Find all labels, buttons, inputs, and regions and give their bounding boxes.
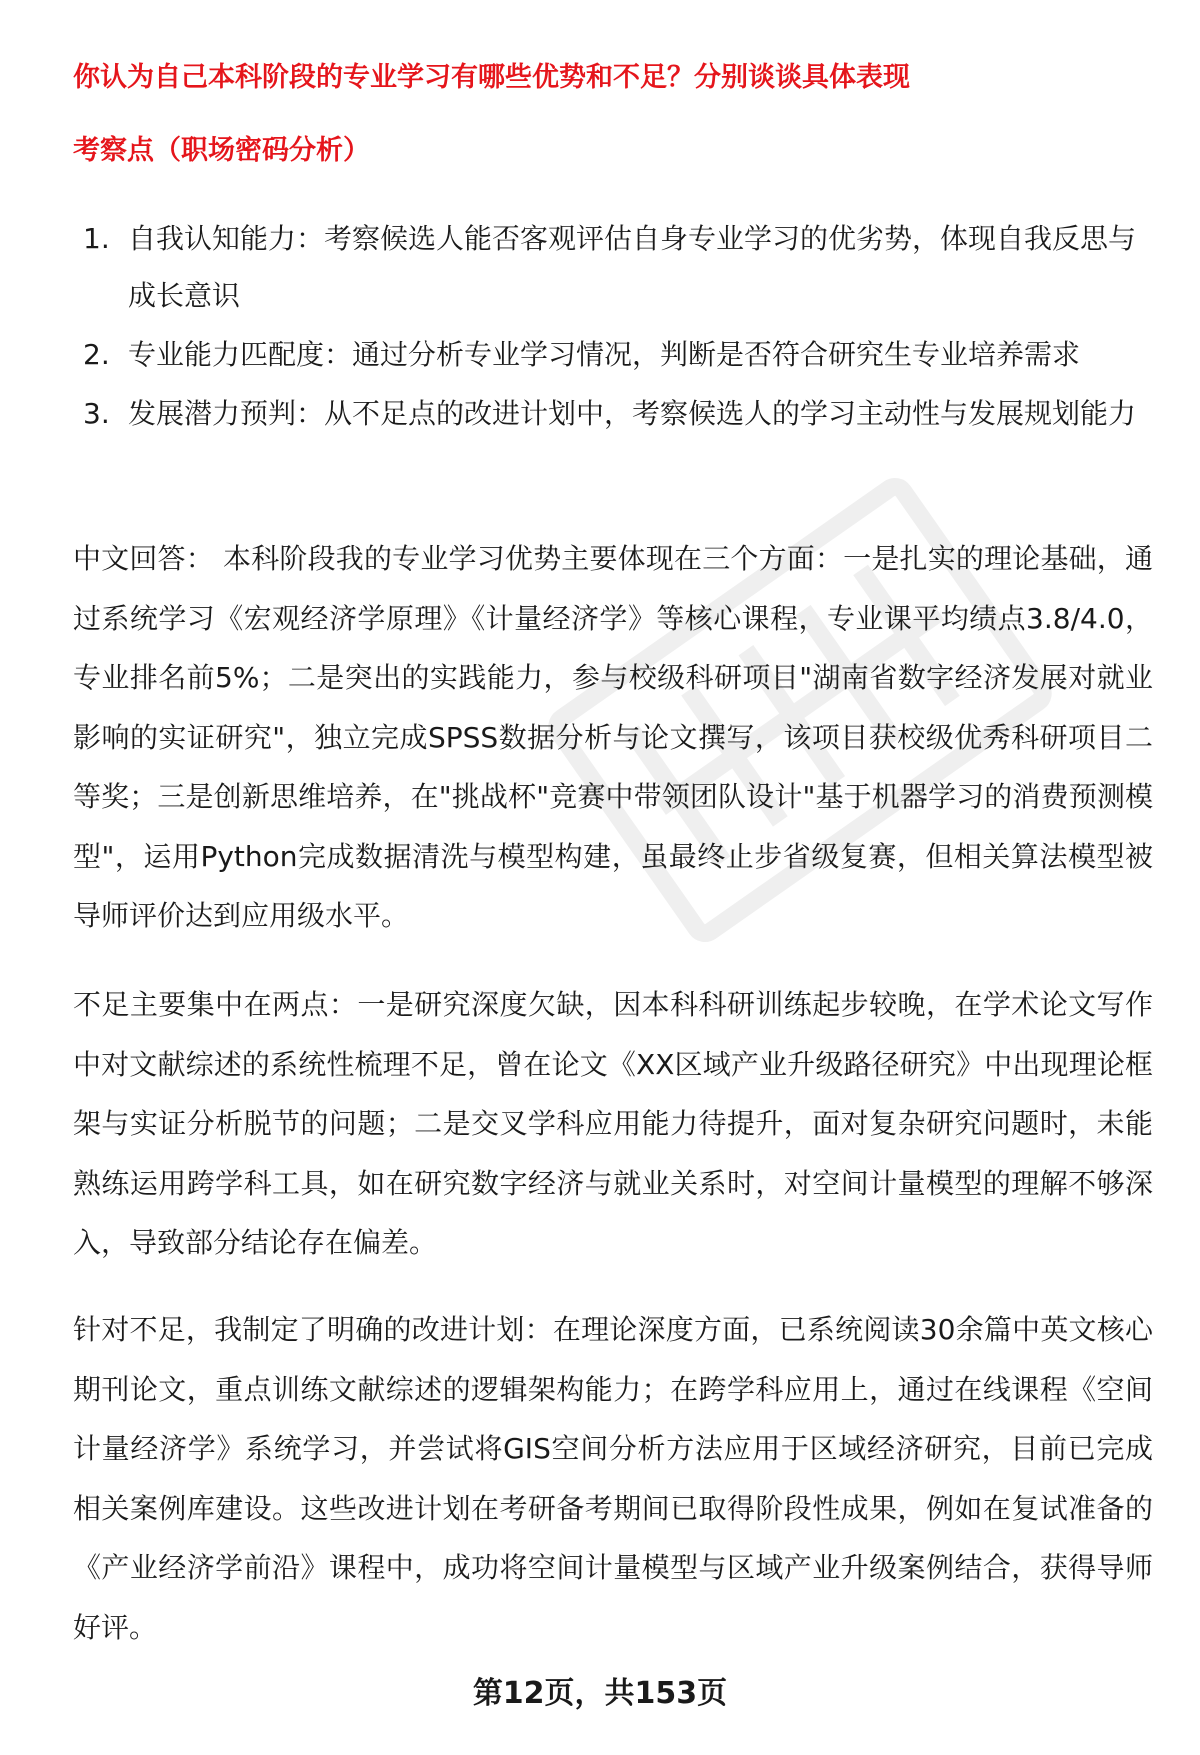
list-item (73, 385, 1153, 442)
list-item-number: 3. (83, 397, 110, 430)
section-title: 考察点（职场密码分析） (73, 135, 370, 166)
assessment-points-list (73, 210, 1153, 444)
answer-paragraph-weaknesses: 不足主要集中在两点：一是研究深度欠缺，因本科科研训练起步较晚，在学术论文写作中对文献综述的系统性梳理不足，曾在论文《XX区域产业升级路径研究》中出现理论框架与实证分析脱节的问题；二是交叉学科应用能力待提升，面对复杂研究问题时，未能熟练运用跨学科工具，如在研究数字经济与就业关系时，对空间计量模型的理解不够深入，导致部分结论存在偏差。 (73, 988, 1153, 1259)
list-item (73, 326, 1153, 383)
question-heading: 你认为自己本科阶段的专业学习有哪些优势和不足？分别谈谈具体表现 (73, 62, 910, 93)
page-number-footer: 第12页，共153页 (472, 1676, 728, 1711)
answer-paragraph-strengths: 中文回答： 本科阶段我的专业学习优势主要体现在三个方面：一是扎实的理论基础，通过系统学习《宏观经济学原理》《计量经济学》等核心课程，专业课平均绩点3.8/4.0，专业排名前5%；二是突出的实践能力，参与校级科研项目"湖南省数字经济发展对就业影响的实证研究"，独立完成SPSS数据分析与论文撰写，该项目获校级优秀科研项目二等奖；三是创新思维培养，在"挑战杯"竞赛中带领团队设计"基于机器学习的消费预测模型"，运用Python完成数据清洗与模型构建，虽最终止步省级复赛，但相关算法模型被导师评价达到应用级水平。 (73, 542, 1153, 932)
list-item-number: 2. (83, 338, 110, 371)
list-item-text: 自我认知能力：考察候选人能否客观评估自身专业学习的优劣势，体现自我反思与成长意识 (128, 222, 1137, 312)
list-item-number: 1. (83, 222, 110, 255)
answer-paragraph-improvement: 针对不足，我制定了明确的改进计划：在理论深度方面，已系统阅读30余篇中英文核心期刊论文，重点训练文献综述的逻辑架构能力；在跨学科应用上，通过在线课程《空间计量经济学》系统学习，并尝试将GIS空间分析方法应用于区域经济研究，目前已完成相关案例库建设。这些改进计划在考研备考期间已取得阶段性成果，例如在复试准备的《产业经济学前沿》课程中，成功将空间计量模型与区域产业升级案例结合，获得导师好评。 (73, 1313, 1153, 1644)
list-item (73, 210, 1153, 324)
list-item-text: 专业能力匹配度：通过分析专业学习情况，判断是否符合研究生专业培养需求 (128, 338, 1081, 371)
list-item-text: 发展潜力预判：从不足点的改进计划中，考察候选人的学习主动性与发展规划能力 (128, 397, 1137, 430)
